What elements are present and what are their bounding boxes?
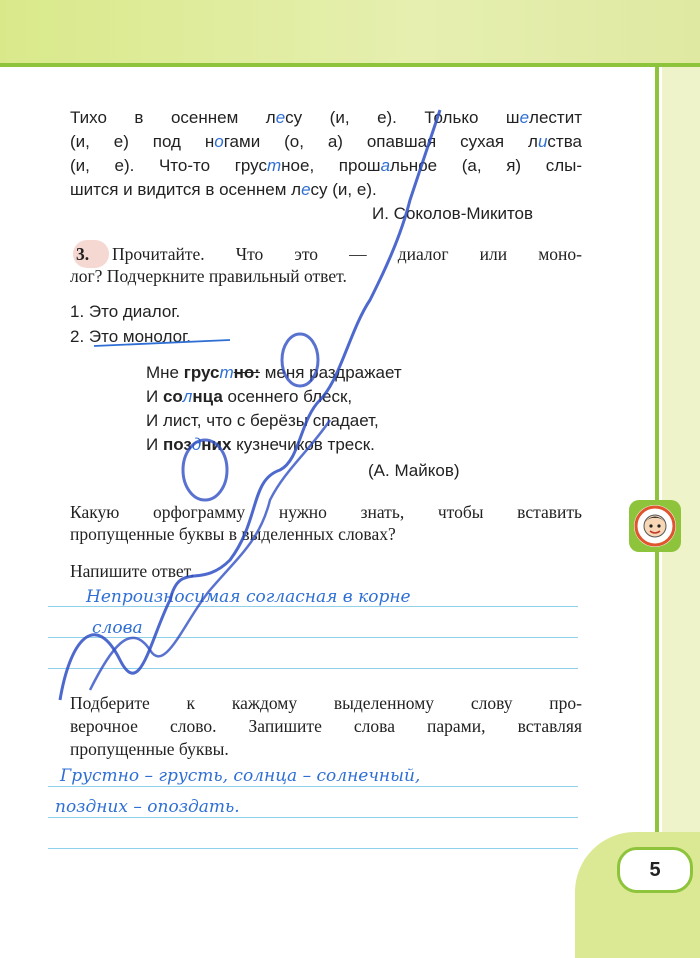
inserted-letter: е <box>301 180 311 199</box>
pairs-task-line3: пропущенные буквы. <box>70 739 229 759</box>
ruled-line <box>48 848 578 849</box>
inserted-letter: а <box>380 156 391 175</box>
poem1-line1: Тихо в осеннем лесу (и, е). Только шелестит <box>70 108 582 127</box>
handwritten-answer-line2: слова <box>92 618 143 638</box>
poem2-line4: И поздних кузнечиков треск. <box>146 435 375 454</box>
inserted-letter: д <box>191 435 202 454</box>
option-dialog: 1. Это диалог. <box>70 302 181 321</box>
page-number: 5 <box>617 847 693 893</box>
inserted-letter: т <box>266 156 282 175</box>
inserted-letter: т <box>219 363 234 382</box>
poem2-line3: И лист, что с берёзы спадает, <box>146 411 379 430</box>
handwritten-pairs-line1: Грустно – грусть, солнца – солнечный, <box>60 766 421 786</box>
handwritten-pairs-line2: поздних – опоздать. <box>55 797 240 817</box>
inserted-letter: и <box>537 132 548 151</box>
question-line1: Какую орфограмму нужно знать, чтобы вставить <box>70 502 582 522</box>
question-line2: пропущенные буквы в выделенных словах? <box>70 524 396 544</box>
inserted-letter: л <box>182 387 193 406</box>
top-border-line <box>0 63 700 67</box>
poem2-line2: И солнца осеннего блеск, <box>146 387 353 406</box>
child-face-icon <box>634 505 676 547</box>
handwritten-answer-line1: Непроизносимая согласная в корне <box>86 587 411 607</box>
top-decor-band <box>0 0 700 64</box>
answer-prompt: Напишите ответ. <box>70 561 195 581</box>
poem2-author: (А. Майков) <box>368 461 460 480</box>
option-monolog: 2. Это монолог. <box>70 327 191 346</box>
poem1-line3: (и, е). Что-то грустное, прошальное (а, я) слы- <box>70 156 582 175</box>
inserted-letter: е <box>275 108 286 127</box>
poem1-line4: шится и видится в осеннем лесу (и, е). <box>70 180 377 199</box>
poem1-author: И. Соколов-Микитов <box>372 204 534 223</box>
task3-text-line2: лог? Подчеркните правильный ответ. <box>70 266 347 286</box>
pairs-task-line2: верочное слово. Запишите слова парами, вставляя <box>70 716 582 736</box>
inserted-letter: е <box>519 108 530 127</box>
poem2-line1: Мне грустно: меня раздражает <box>146 363 402 382</box>
pairs-task-line1: Подберите к каждому выделенному слову про- <box>70 693 582 713</box>
task3-number: 3. <box>76 244 90 264</box>
ruled-line <box>48 668 578 669</box>
task3-text-line1: Прочитайте. Что это — диалог или моно- <box>112 244 582 264</box>
inserted-letter: о <box>214 132 224 151</box>
rule-badge <box>629 500 681 552</box>
poem1-line2: (и, е) под ногами (о, а) опавшая сухая листва <box>70 132 582 151</box>
